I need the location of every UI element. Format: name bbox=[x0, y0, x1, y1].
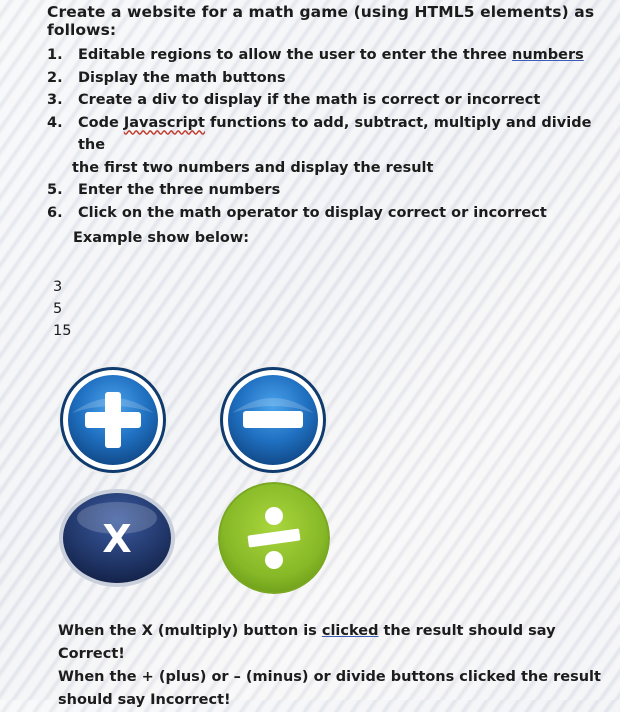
number-field-1[interactable]: 3 bbox=[53, 279, 63, 295]
instruction-list bbox=[47, 44, 607, 224]
plus-icon bbox=[58, 365, 168, 475]
subtract-button[interactable] bbox=[218, 365, 328, 475]
list-item bbox=[47, 179, 607, 202]
example-label: Example show below: bbox=[73, 230, 250, 246]
result-line-3: should say Incorrect! bbox=[58, 692, 231, 708]
result-description bbox=[58, 620, 603, 712]
divide-button[interactable] bbox=[218, 482, 330, 594]
list-item bbox=[47, 202, 607, 225]
divide-icon bbox=[218, 482, 330, 594]
list-number: 3. bbox=[47, 92, 63, 108]
result-text-underlined: clicked bbox=[321, 623, 379, 639]
page-title: Create a website for a math game (using HTML5 elements) as follows: bbox=[47, 3, 595, 39]
result-line-2: When the + (plus) or – (minus) or divide buttons clicked the result bbox=[58, 669, 601, 685]
number-field-3[interactable]: 15 bbox=[53, 323, 72, 339]
list-text: Editable regions to allow the user to enter the three bbox=[78, 47, 513, 63]
list-text-underlined: numbers bbox=[512, 47, 584, 63]
multiply-glyph: X bbox=[102, 517, 132, 561]
list-item bbox=[47, 44, 607, 67]
list-text-underlined: Javascript bbox=[123, 114, 205, 131]
list-text: Code bbox=[78, 114, 124, 131]
list-item bbox=[47, 67, 607, 90]
list-number: 6. bbox=[47, 204, 63, 221]
number-field-2[interactable]: 5 bbox=[53, 301, 63, 317]
list-number: 4. bbox=[47, 114, 63, 131]
list-number: 2. bbox=[47, 69, 63, 86]
list-number: 5. bbox=[47, 182, 63, 198]
list-text-continuation: the first two numbers and display the result bbox=[72, 159, 434, 176]
result-line-1 bbox=[58, 620, 603, 666]
number-inputs bbox=[53, 276, 93, 342]
list-text: Create a div to display if the math is correct or incorrect bbox=[78, 92, 541, 108]
list-text: Display the math buttons bbox=[78, 69, 286, 86]
minus-icon bbox=[218, 365, 328, 475]
result-text: When the X (multiply) button is bbox=[58, 623, 322, 639]
multiply-icon bbox=[58, 488, 176, 588]
list-text: Click on the math operator to display correct or incorrect bbox=[78, 204, 547, 221]
list-text: Enter the three numbers bbox=[78, 182, 281, 198]
add-button[interactable] bbox=[58, 365, 168, 475]
multiply-button[interactable] bbox=[58, 488, 176, 588]
list-item bbox=[47, 89, 607, 112]
result-text: the result should say Correct! bbox=[58, 623, 556, 662]
list-number: 1. bbox=[47, 47, 63, 63]
list-text: functions to add, subtract, multiply and divide the bbox=[78, 114, 592, 153]
list-item bbox=[47, 112, 607, 180]
